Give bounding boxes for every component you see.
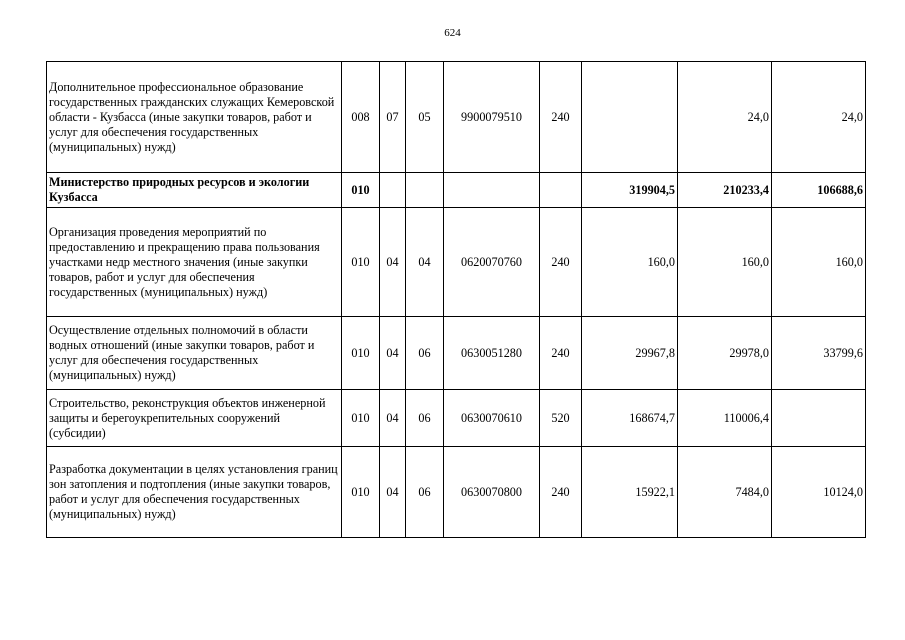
amount-year-2: 160,0 [678,208,772,317]
amount-year-3: 106688,6 [772,173,866,208]
table-row [47,390,866,447]
subsection-code: 06 [406,317,444,390]
target-article-code: 0630070800 [444,447,540,538]
row-name: Строительство, реконструкция объектов инженерной защиты и берегоукрепительных сооружений (субсидии) [47,390,342,447]
expense-type-code: 240 [540,62,582,173]
page-number: 624 [444,27,461,39]
expense-type-code: 520 [540,390,582,447]
amount-year-2: 24,0 [678,62,772,173]
section-code: 04 [380,390,406,447]
row-name: Осуществление отдельных полномочий в области водных отношений (иные закупки товаров, работ и услуг для обеспечения государственных (муниципальных) нужд) [47,317,342,390]
amount-year-2: 29978,0 [678,317,772,390]
amount-year-3: 24,0 [772,62,866,173]
expense-type-code: 240 [540,447,582,538]
amount-year-3 [772,390,866,447]
amount-year-1: 319904,5 [582,173,678,208]
target-article-code: 0620070760 [444,208,540,317]
ministry-code: 010 [342,317,380,390]
amount-year-1: 29967,8 [582,317,678,390]
ministry-code: 010 [342,390,380,447]
section-code: 04 [380,208,406,317]
subsection-code [406,173,444,208]
section-code: 04 [380,317,406,390]
row-name: Дополнительное профессиональное образование государственных гражданских служащих Кемеровской области - Кузбасса (иные закупки товаров, работ и услуг для обеспечения государственных (муниципальных) нужд) [47,62,342,173]
expense-type-code [540,173,582,208]
budget-table [46,61,866,538]
expense-type-code: 240 [540,208,582,317]
target-article-code: 0630070610 [444,390,540,447]
table-row [47,317,866,390]
subsection-code: 06 [406,390,444,447]
subsection-code: 05 [406,62,444,173]
ministry-code: 010 [342,208,380,317]
table-row [47,447,866,538]
target-article-code: 0630051280 [444,317,540,390]
table-row [47,173,866,208]
amount-year-1: 15922,1 [582,447,678,538]
section-code [380,173,406,208]
amount-year-1: 168674,7 [582,390,678,447]
ministry-code: 008 [342,62,380,173]
amount-year-2: 210233,4 [678,173,772,208]
row-name: Разработка документации в целях установления границ зон затопления и подтопления (иные закупки товаров, работ и услуг для обеспечения государственных (муниципальных) нужд) [47,447,342,538]
row-name: Министерство природных ресурсов и экологии Кузбасса [47,173,342,208]
row-name: Организация проведения мероприятий по предоставлению и прекращению права пользования участками недр местного значения (иные закупки товаров, работ и услуг для обеспечения государственных (муниципальных) нужд) [47,208,342,317]
amount-year-3: 10124,0 [772,447,866,538]
ministry-code: 010 [342,173,380,208]
table-row [47,208,866,317]
target-article-code: 9900079510 [444,62,540,173]
section-code: 07 [380,62,406,173]
section-code: 04 [380,447,406,538]
subsection-code: 04 [406,208,444,317]
amount-year-2: 110006,4 [678,390,772,447]
amount-year-3: 160,0 [772,208,866,317]
amount-year-1 [582,62,678,173]
amount-year-2: 7484,0 [678,447,772,538]
ministry-code: 010 [342,447,380,538]
subsection-code: 06 [406,447,444,538]
table-row [47,62,866,173]
target-article-code [444,173,540,208]
expense-type-code: 240 [540,317,582,390]
amount-year-3: 33799,6 [772,317,866,390]
amount-year-1: 160,0 [582,208,678,317]
